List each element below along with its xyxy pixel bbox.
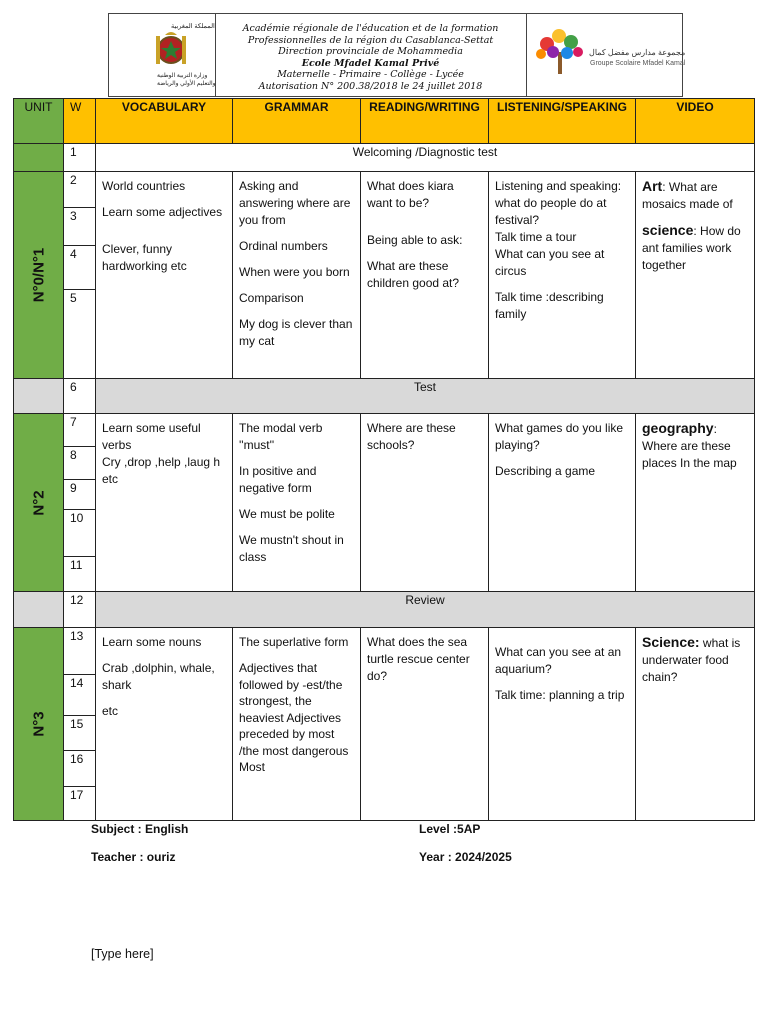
list-item: Where are these schools?: [367, 421, 456, 452]
video-art-label: Art: [642, 178, 663, 194]
list-item-text: Listening and speaking: what do people do at festival?: [495, 179, 622, 227]
unit-cell-empty: [14, 379, 64, 414]
year-label: Year : 2024/2025: [419, 850, 512, 864]
school-logo-french: Groupe Scolaire Mfadel Kamal: [590, 60, 686, 67]
video-science-label: science: [642, 222, 694, 238]
list-item: Asking and answering where are you from: [239, 179, 351, 227]
unit1-video: [636, 172, 755, 379]
video-science-text: what is underwater food chain?: [642, 636, 741, 684]
level-label: Level :5AP: [419, 822, 481, 836]
week-number: 7: [64, 414, 96, 447]
school-logo: [527, 14, 686, 96]
week-number: 4: [64, 246, 96, 290]
table-row: [14, 379, 755, 414]
unit2-listening: [489, 414, 636, 592]
week-number: 2: [64, 172, 96, 208]
welcoming-row-text: Welcoming /Diagnostic test: [96, 144, 755, 172]
list-item: What games do you like playing?: [495, 421, 624, 452]
week-number: 9: [64, 480, 96, 510]
unit2-vocabulary: [96, 414, 233, 592]
list-item: Clever, funny hardworking etc: [102, 242, 187, 273]
week-number: 15: [64, 716, 96, 751]
video-geography-text: : Where are these places In the map: [642, 422, 737, 470]
list-item: [495, 178, 629, 229]
school-name: Ecole Mfadel Kamal Privé: [301, 57, 440, 69]
table-row: [14, 414, 755, 447]
unit-label: N°0/N°1: [30, 247, 47, 303]
week-number: 17: [64, 787, 96, 821]
week-number: 12: [64, 592, 96, 628]
list-item: What does kiara want to be?: [367, 179, 454, 210]
list-item: Talk time: planning a trip: [495, 688, 625, 702]
list-item: My dog is clever than my cat: [239, 317, 353, 348]
list-item: Adjectives that followed by -est/the strongest, the heaviest Adjectives preceded by most /the most dangerous Most: [239, 661, 349, 774]
list-item: What can you see at an aquarium?: [495, 645, 622, 676]
list-item: Describing a game: [495, 464, 596, 478]
video-science: [642, 634, 748, 686]
planning-table: [13, 98, 755, 821]
ministry-name: وزارة التربية الوطنية: [157, 73, 208, 79]
list-item: Learn some adjectives: [102, 205, 223, 219]
week-number: 6: [64, 379, 96, 414]
academy-line-1: Académie régionale de l'éducation et de la formation: [242, 23, 499, 34]
tree-logo-icon: [531, 22, 591, 82]
header-week: W: [64, 99, 96, 144]
table-row: [14, 144, 755, 172]
unit1-reading: [361, 172, 489, 379]
header-unit: UNIT: [14, 99, 64, 144]
list-item: Ordinal numbers: [239, 239, 328, 253]
school-logo-arabic: مجموعة مدارس مفضل كمال: [589, 48, 686, 57]
unit1-vocabulary: [96, 172, 233, 379]
video-art: [642, 178, 748, 213]
video-science-text: : How do ant families work together: [642, 224, 741, 272]
unit-cell-empty: [14, 592, 64, 628]
table-row: [14, 172, 755, 208]
unit3-video: [636, 628, 755, 821]
week-number: 8: [64, 447, 96, 480]
header-grammar: GRAMMAR: [233, 99, 361, 144]
list-item: etc: [102, 704, 119, 718]
unit2-grammar: [233, 414, 361, 592]
list-item: Cry ,drop ,help ,laug h etc: [102, 455, 221, 486]
subject-label: Subject : English: [91, 822, 189, 836]
week-number: 16: [64, 751, 96, 787]
ministry-logo-title: المملكة المغربية: [171, 23, 215, 30]
list-item: Crab ,dolphin, whale, shark: [102, 661, 215, 692]
header-vocabulary: VOCABULARY: [96, 99, 233, 144]
week-number: 10: [64, 510, 96, 557]
unit3-listening: [489, 628, 636, 821]
list-item: Learn some nouns: [102, 635, 202, 649]
table-row: [14, 592, 755, 628]
list-item: World countries: [102, 179, 186, 193]
list-item: What does the sea turtle rescue center do?: [367, 635, 470, 683]
list-item: The superlative form: [239, 635, 349, 649]
unit-label-cell: [14, 628, 64, 821]
academy-line-3: Direction provinciale de Mohammedia: [278, 46, 463, 58]
list-item-text: What can you see at circus: [495, 247, 605, 278]
school-levels: Maternelle - Primaire - Collège - Lycée: [277, 69, 464, 81]
unit-cell-empty: [14, 144, 64, 172]
list-item: We mustn't shout in class: [239, 533, 344, 564]
test-row-text: Test: [96, 379, 755, 414]
list-item: Being able to ask:: [367, 233, 463, 247]
video-science: [642, 222, 748, 274]
review-row-text: Review: [96, 592, 755, 628]
header-video: VIDEO: [636, 99, 755, 144]
list-item-text: Talk time a tour: [495, 230, 577, 244]
unit-label: N°3: [30, 711, 47, 737]
school-header: [108, 13, 686, 97]
table-row: [14, 628, 755, 675]
ministry-logo: [109, 14, 216, 96]
unit2-video: [636, 414, 755, 592]
unit-label-cell: [14, 172, 64, 379]
list-item: [495, 246, 629, 280]
unit2-reading: [361, 414, 489, 592]
unit3-grammar: [233, 628, 361, 821]
week-number: 13: [64, 628, 96, 675]
academy-text: [215, 14, 527, 96]
teacher-label: Teacher : ouriz: [91, 850, 176, 864]
list-item: Comparison: [239, 291, 304, 305]
list-item: Learn some useful verbs: [102, 421, 201, 452]
week-number: 14: [64, 675, 96, 716]
video-science-label: Science:: [642, 634, 700, 650]
school-authorization: Autorisation N° 200.38/2018 le 24 juillet 2018: [258, 80, 483, 92]
week-number: 3: [64, 208, 96, 246]
ministry-name-2: والتعليم الأولي والرياضة: [157, 81, 216, 87]
week-number: 11: [64, 557, 96, 592]
list-item: The modal verb ''must'': [239, 421, 323, 452]
week-number: 5: [64, 290, 96, 379]
academy-line-2: Professionnelles de la région du Casablanca-Settat: [247, 34, 494, 46]
week-number: 1: [64, 144, 96, 172]
unit1-listening: [489, 172, 636, 379]
unit3-reading: [361, 628, 489, 821]
header-reading-writing: READING/WRITING: [361, 99, 489, 144]
unit1-grammar: [233, 172, 361, 379]
unit3-vocabulary: [96, 628, 233, 821]
video-art-text: : What are mosaics made of: [642, 180, 733, 211]
list-item: [495, 229, 629, 246]
list-item: We must be polite: [239, 507, 335, 521]
list-item: When were you born: [239, 265, 350, 279]
type-here-placeholder[interactable]: [Type here]: [91, 947, 154, 961]
list-item: Talk time :describing family: [495, 290, 604, 321]
list-item: In positive and negative form: [239, 464, 317, 495]
video-geography-label: geography: [642, 420, 714, 436]
unit-label: N°2: [30, 489, 47, 516]
table-header-row: [14, 99, 755, 144]
header-listening-speaking: LISTENING/SPEAKING: [489, 99, 636, 144]
unit-label-cell: [14, 414, 64, 592]
list-item: What are these children good at?: [367, 259, 460, 290]
video-geography: [642, 420, 748, 472]
